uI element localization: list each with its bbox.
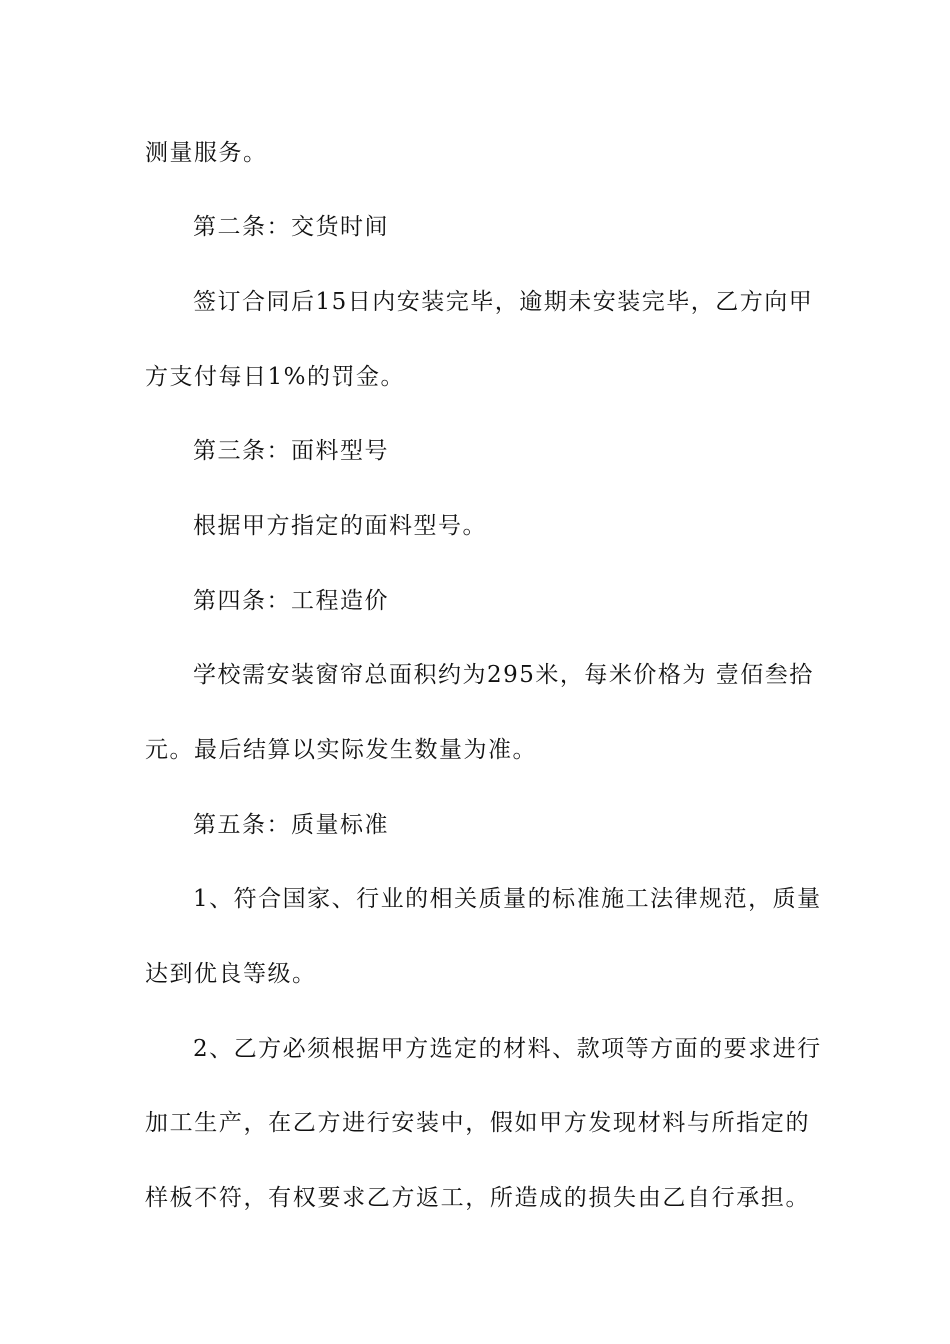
paragraph-line: 加工生产，在乙方进行安装中，假如甲方发现材料与所指定的 <box>145 1110 810 1136</box>
article-heading-2: 第二条：交货时间 <box>193 214 389 240</box>
paragraph-line: 2、乙方必须根据甲方选定的材料、款项等方面的要求进行 <box>193 1036 822 1062</box>
paragraph-line: 签订合同后15日内安装完毕，逾期未安装完毕，乙方向甲 <box>193 289 814 315</box>
paragraph-line: 样板不符，有权要求乙方返工，所造成的损失由乙自行承担。 <box>145 1185 810 1211</box>
paragraph-line: 1、符合国家、行业的相关质量的标准施工法律规范，质量 <box>193 886 822 912</box>
paragraph-line: 学校需安装窗帘总面积约为295米，每米价格为 壹佰叁拾 <box>193 662 814 688</box>
paragraph-line: 根据甲方指定的面料型号。 <box>193 513 487 539</box>
paragraph-line: 方支付每日1%的罚金。 <box>145 364 405 390</box>
paragraph-line: 达到优良等级。 <box>145 961 317 987</box>
text-line-continuation: 测量服务。 <box>145 140 268 166</box>
article-heading-4: 第四条：工程造价 <box>193 588 389 614</box>
paragraph-line: 元。最后结算以实际发生数量为准。 <box>145 737 537 763</box>
article-heading-3: 第三条：面料型号 <box>193 438 389 464</box>
article-heading-5: 第五条：质量标准 <box>193 812 389 838</box>
